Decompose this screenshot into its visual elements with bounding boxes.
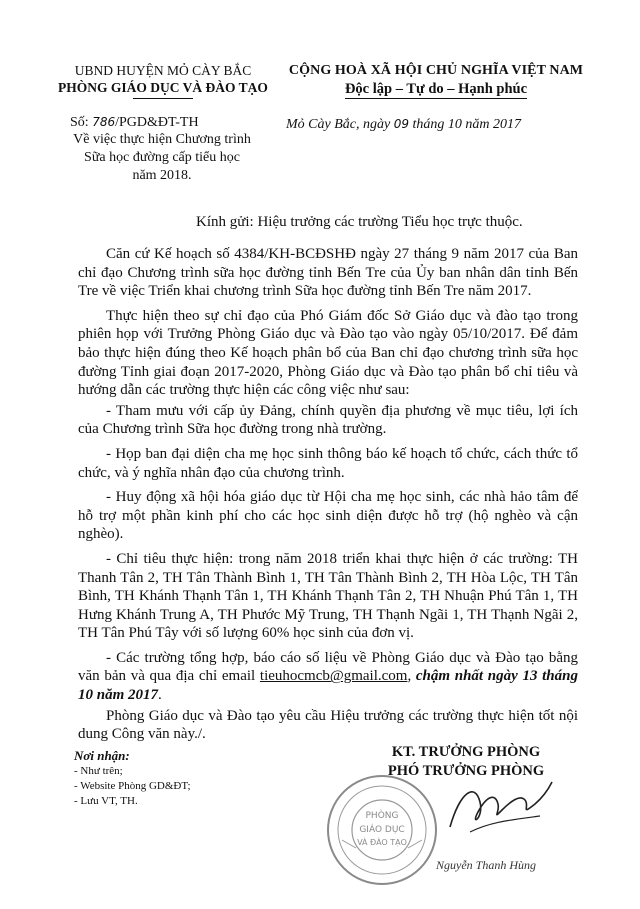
- agency-line1: UBND HUYỆN MỎ CÀY BẮC: [74, 63, 252, 78]
- agency-underline: [133, 98, 193, 99]
- recipient-item: - Như trên;: [74, 765, 123, 777]
- place-date-prefix: Mỏ Cày Bắc, ngày: [286, 117, 391, 132]
- recipient-item: - Website Phòng GD&ĐT;: [74, 780, 191, 792]
- handwritten-signature-icon: [440, 772, 560, 842]
- body-paragraph-4: - Họp ban đại diện cha mẹ học sinh thông báo kế hoạch tổ chức, cách thức tổ chức, và ý nghĩa nhân đạo của chương trình.: [78, 445, 578, 481]
- sign-title-2: PHÓ TRƯỞNG PHÒNG: [387, 763, 545, 779]
- document-subject: [62, 131, 262, 185]
- stamp-text-mid: GIÁO DỤC: [359, 825, 405, 835]
- doc-number-prefix: Số:: [70, 115, 89, 130]
- body-paragraph-2: Thực hiện theo sự chỉ đạo của Phó Giám đốc Sở Giáo dục và đào tạo trong phiên họp với Trưởng Phòng Giáo dục và Đào tạo vào ngày 05/10/2017. Để đảm bảo thực hiện đúng theo Kế hoạch phân bổ của Ban chỉ đạo chương trình sữa học đường Tỉnh giai đoạn 2017-2020, Phòng Giáo dục và Đào tạo phân bổ chỉ tiêu và hướng dẫn các trường thực hiện các công việc như sau:: [78, 307, 578, 399]
- p7-sep: ,: [407, 668, 416, 685]
- doc-number-suffix: /PGD&ĐT-TH: [115, 115, 199, 130]
- email-link[interactable]: tieuhocmcb@gmail.com: [259, 668, 408, 685]
- agency-line2: PHÒNG GIÁO DỤC VÀ ĐÀO TẠO: [58, 80, 268, 95]
- signer-name: Nguyễn Thanh Hùng: [436, 858, 536, 872]
- national-motto: Độc lập – Tự do – Hạnh phúc: [344, 81, 528, 97]
- body-paragraph-1: Căn cứ Kế hoạch số 4384/KH-BCĐSHĐ ngày 27 tháng 9 năm 2017 của Ban chỉ đạo Chương trình sữa học đường tỉnh Bến Tre của Ủy ban nhân dân tỉnh Bến Tre về việc Triển khai chương trình Sữa học đường tỉnh Bến Tre năm 2017.: [78, 246, 578, 300]
- national-title: CỘNG HOÀ XÃ HỘI CHỦ NGHĨA VIỆT NAM: [288, 63, 584, 78]
- national-header: [282, 62, 590, 99]
- recipient-line: Kính gửi: Hiệu trưởng các trường Tiểu học trực thuộc.: [196, 214, 523, 230]
- day-handwritten: 09: [393, 117, 409, 131]
- issuing-agency: [58, 62, 268, 99]
- p7-start: - Các trường tổng hợp, báo cáo số liệu về Phòng Giáo dục và Đào tạo bằng văn bản và qua địa chỉ email: [78, 649, 578, 685]
- sign-title-1: KT. TRƯỞNG PHÒNG: [391, 744, 541, 760]
- national-motto-wrap: [282, 80, 590, 99]
- stamp-text-bot: VÀ ĐÀO TẠO: [357, 838, 407, 847]
- body-paragraph-6: - Chỉ tiêu thực hiện: trong năm 2018 triển khai thực hiện ở các trường: TH Thanh Tân 2, TH Tân Thành Bình 1, TH Tân Thành Bình 2, TH Hòa Lộc, TH Tân Bình, TH Khánh Thạnh Tân 1, TH Khánh Thạnh Tân 2, TH Nhuận Phú Tân 1, TH Hưng Khánh Trung A, TH Phước Mỹ Trung, TH Thạnh Ngãi 1, TH Thạnh Ngãi 2, TH Tân Phú Tây với số lượng 60% học sinh của đơn vị.: [78, 550, 578, 642]
- subject-line1: Về việc thực hiện Chương trình: [73, 132, 251, 147]
- place-and-date: [286, 117, 586, 133]
- body-paragraph-7: [78, 649, 578, 705]
- p7-end: .: [158, 687, 162, 704]
- document-body: [78, 245, 578, 750]
- body-paragraph-8: Phòng Giáo dục và Đào tạo yêu cầu Hiệu trưởng các trường thực hiện tốt nội dung Công văn này./.: [78, 707, 578, 743]
- deadline-text: chậm nhất ngày 13 tháng 10 năm 2017: [78, 668, 578, 704]
- recipients-title: Nơi nhận:: [74, 748, 130, 763]
- stamp-text-top: PHÒNG: [365, 811, 399, 821]
- recipients-block: [74, 748, 244, 809]
- doc-number-handwritten: 786: [92, 115, 116, 129]
- subject-line2: Sữa học đường cấp tiểu học: [84, 150, 240, 165]
- subject-line3: năm 2018.: [132, 168, 192, 183]
- place-date-suffix: tháng 10 năm 2017: [412, 117, 521, 132]
- body-paragraph-5: - Huy động xã hội hóa giáo dục từ Hội cha mẹ học sinh, các nhà hảo tâm để hỗ trợ một phần kinh phí cho các học sinh diện được hỗ trợ (hộ nghèo và cận nghèo).: [78, 489, 578, 543]
- document-number: [70, 113, 199, 132]
- recipient-item: - Lưu VT, TH.: [74, 795, 138, 807]
- body-paragraph-3: - Tham mưu với cấp ủy Đảng, chính quyền địa phương về mục tiêu, lợi ích của Chương trình Sữa học đường trong nhà trường.: [78, 402, 578, 438]
- official-stamp-icon: [322, 770, 442, 890]
